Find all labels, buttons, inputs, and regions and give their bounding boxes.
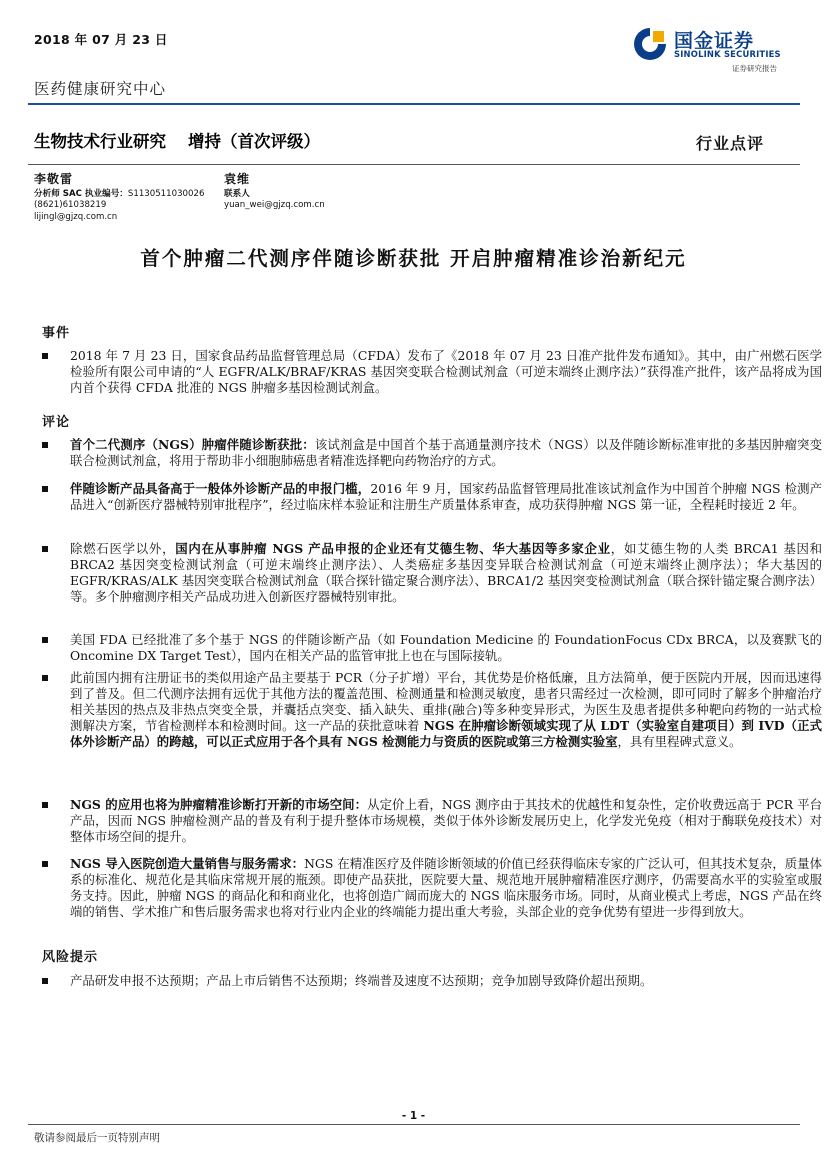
bullet-prefix: 除燃石医学以外， bbox=[70, 541, 176, 556]
bullet-bold-lead: 首个二代测序（NGS）肿瘤伴随诊断获批： bbox=[70, 437, 315, 452]
comment-bullet-text bbox=[70, 632, 822, 664]
logo-mark-icon bbox=[632, 26, 668, 62]
bullet-body: 从定价上看，NGS 测序由于其技术的优越性和复杂性，定价收费远高于 PCR 平台产品，因而 NGS 肿瘤检测产品的普及有利于提升整体市场规模，类似于体外诊断发展历史上，化学发光免疫（相对于酶联免疫技术）对整体市场空间的提升。 bbox=[70, 797, 822, 844]
logo-subtitle: 证券研究报告 bbox=[732, 64, 777, 73]
bullet-bold-lead: NGS 在肿瘤诊断领域实现了从 LDT（实验室自建项目）到 IVD（正式体外诊断产品）的跨越，可以正式应用于各个具有 NGS 检测能力与资质的医院或第三方检测实验室 bbox=[70, 717, 822, 749]
section-comment-heading: 评论 bbox=[42, 415, 71, 430]
bullet-body: ，具有里程碑式意义。 bbox=[617, 733, 742, 749]
bullet-body: ，如艾德生物的人类 BRCA1 基因和 BRCA2 基因突变检测试剂盒（可逆末端终止测序法）、人类癌症多基因变异联合检测试剂盒（可逆末端终止测序法）；华大基因的 EGFR/KRAS/ALK 基因突变联合检测试剂盒（联合探针锚定聚合测序法）、BRCA1/2 基因突变检测试剂盒（联合探针锚定聚合测序法）等。多个肿瘤测序相关产品成功进入创新医疗器械特别审批。 bbox=[70, 541, 823, 604]
risk-bullet-text: 产品研发申报不达预期；产品上市后销售不达预期；终端普及速度不达预期；竞争加剧导致降价超出预期。 bbox=[70, 973, 653, 988]
bullet-square-icon bbox=[42, 802, 48, 808]
bullet-square-icon bbox=[42, 353, 48, 359]
disclaimer-note: 敬请参阅最后一页特别声明 bbox=[34, 1132, 160, 1144]
report-headline: 首个肿瘤二代测序伴随诊断获批 开启肿瘤精准诊治新纪元 bbox=[140, 247, 687, 270]
comment-bullet-text bbox=[70, 670, 822, 750]
comment-bullet-text bbox=[70, 437, 822, 469]
analyst-sac-label: 分析师 SAC 执业编号： bbox=[34, 188, 128, 199]
bullet-square-icon bbox=[42, 637, 48, 643]
rating-label: 增持（首次评级） bbox=[188, 132, 320, 151]
analyst-email[interactable]: lijingl@gjzq.com.cn bbox=[34, 211, 118, 222]
bullet-bold-lead: NGS 的应用也将为肿瘤精准诊断打开新的市场空间： bbox=[70, 797, 368, 812]
contact-email[interactable]: yuan_wei@gjzq.com.cn bbox=[224, 200, 325, 210]
bullet-square-icon bbox=[42, 546, 48, 552]
report-title-bar bbox=[34, 128, 320, 152]
comment-bullet-text bbox=[70, 797, 822, 845]
analyst-sac-number: S1130511030026 bbox=[127, 188, 205, 199]
department-name: 医药健康研究中心 bbox=[34, 80, 167, 98]
logo-en-text: SINOLINK SECURITIES bbox=[674, 49, 781, 59]
contact-label: 联系人 bbox=[224, 188, 250, 199]
bullet-square-icon bbox=[42, 486, 48, 492]
industry-research-label: 生物技术行业研究 bbox=[34, 132, 166, 151]
report-date: 2018 年 07 月 23 日 bbox=[34, 32, 168, 47]
footer-divider bbox=[28, 1124, 800, 1125]
event-bullet-text: 2018 年 7 月 23 日，国家食品药品监督管理总局（CFDA）发布了《2018 年 07 月 23 日准产批件发布通知》。其中，由广州燃石医学检验所有限公司申请的“人 EGFR/ALK/BRAF/KRAS 基因突变联合检测试剂盒（可逆末端终止测序法）”获得准产批件，该产品将成为国内首个获得 CFDA 批准的 NGS 肿瘤多基因检测试剂盒。 bbox=[70, 348, 822, 395]
title-divider bbox=[28, 164, 800, 165]
bullet-body: NGS 在精准医疗及伴随诊断领域的价值已经获得临床专家的广泛认可，但其技术复杂，质量体系的标准化、规范化是其临床常规开展的瓶颈。即使产品获批，医院要大量、规范地开展肿瘤精准医疗测序，仍需要高水平的实验室或服务支持。因此，肿瘤 NGS 的商品化和和商业化，也将创造广阔而庞大的 NGS 临床服务市场。同时，从商业模式上考虑，NGS 产品在终端的销售、学术推广和售后服务需求也将对行业内企业的终端能力提出重大考验，头部企业的竞争优势有望进一步得到放大。 bbox=[70, 856, 823, 919]
bullet-body: 美国 FDA 已经批准了多个基于 NGS 的伴随诊断产品（如 Foundation Medicine 的 FoundationFocus CDx BRCA，以及赛默飞的 Oncomine DX Target Test），国内在相关产品的监管审批上也在与国际接轨。 bbox=[70, 632, 822, 663]
bullet-bold-lead: NGS 导入医院创造大量销售与服务需求： bbox=[70, 856, 305, 871]
section-event-heading: 事件 bbox=[42, 326, 71, 341]
page-number: - 1 - bbox=[401, 1110, 426, 1122]
bullet-square-icon bbox=[42, 978, 48, 984]
comment-bullet-text bbox=[70, 481, 822, 513]
bullet-bold-lead: 伴随诊断产品具备高于一般体外诊断产品的申报门槛， bbox=[70, 481, 371, 496]
bullet-square-icon bbox=[42, 861, 48, 867]
analyst-phone: (8621)61038219 bbox=[34, 200, 107, 210]
analyst-name: 李敬雷 bbox=[34, 172, 74, 186]
company-logo bbox=[632, 24, 792, 80]
comment-bullet-text bbox=[70, 541, 822, 605]
header-divider bbox=[28, 103, 800, 105]
bullet-square-icon bbox=[42, 675, 48, 681]
logo-cn-text: 国金证券 bbox=[674, 30, 755, 52]
report-type-label: 行业点评 bbox=[696, 134, 765, 153]
bullet-square-icon bbox=[42, 442, 48, 448]
bullet-prefix: 此前国内拥有注册证书的类似用途产品主要基于 PCR（分子扩增）平台，其优势是价格低廉，且方法简单，便于医院内开展，因而迅速得到了普及。但二代测序法拥有远优于其他方法的覆盖范围、检测通量和检测灵敏度，患者只需经过一次检测，即可同时了解多个肿瘤治疗相关基因的热点及非热点突变全景，并囊括点突变、插入缺失、重排(融合)等多种变异形式，为医生及患者提供多种靶向药物的一站式检测解决方案，节省检测样本和检测时间。这一产品的获批意味着 bbox=[70, 670, 822, 733]
bullet-body: 2016 年 9 月，国家药品监督管理局批准该试剂盒作为中国首个肿瘤 NGS 检测产品进入“创新医疗器械特别审批程序”，经过临床样本验证和注册生产质量体系审查，成功获得肿瘤 NGS 第一证，全程耗时接近 2 年。 bbox=[70, 481, 823, 512]
comment-bullet-text bbox=[70, 856, 822, 920]
contact-block bbox=[224, 174, 325, 212]
section-risk-heading: 风险提示 bbox=[42, 950, 99, 965]
bullet-bold-lead: 国内在从事肿瘤 NGS 产品申报的企业还有艾德生物、华大基因等多家企业 bbox=[175, 541, 611, 556]
analyst-block bbox=[34, 174, 204, 223]
contact-name: 袁维 bbox=[224, 172, 251, 186]
bullet-body: 该试剂盒是中国首个基于高通量测序技术（NGS）以及伴随诊断标准审批的多基因肿瘤突变联合检测试剂盒，将用于帮助非小细胞肺癌患者精准选择靶向药物治疗的方式。 bbox=[70, 437, 823, 468]
